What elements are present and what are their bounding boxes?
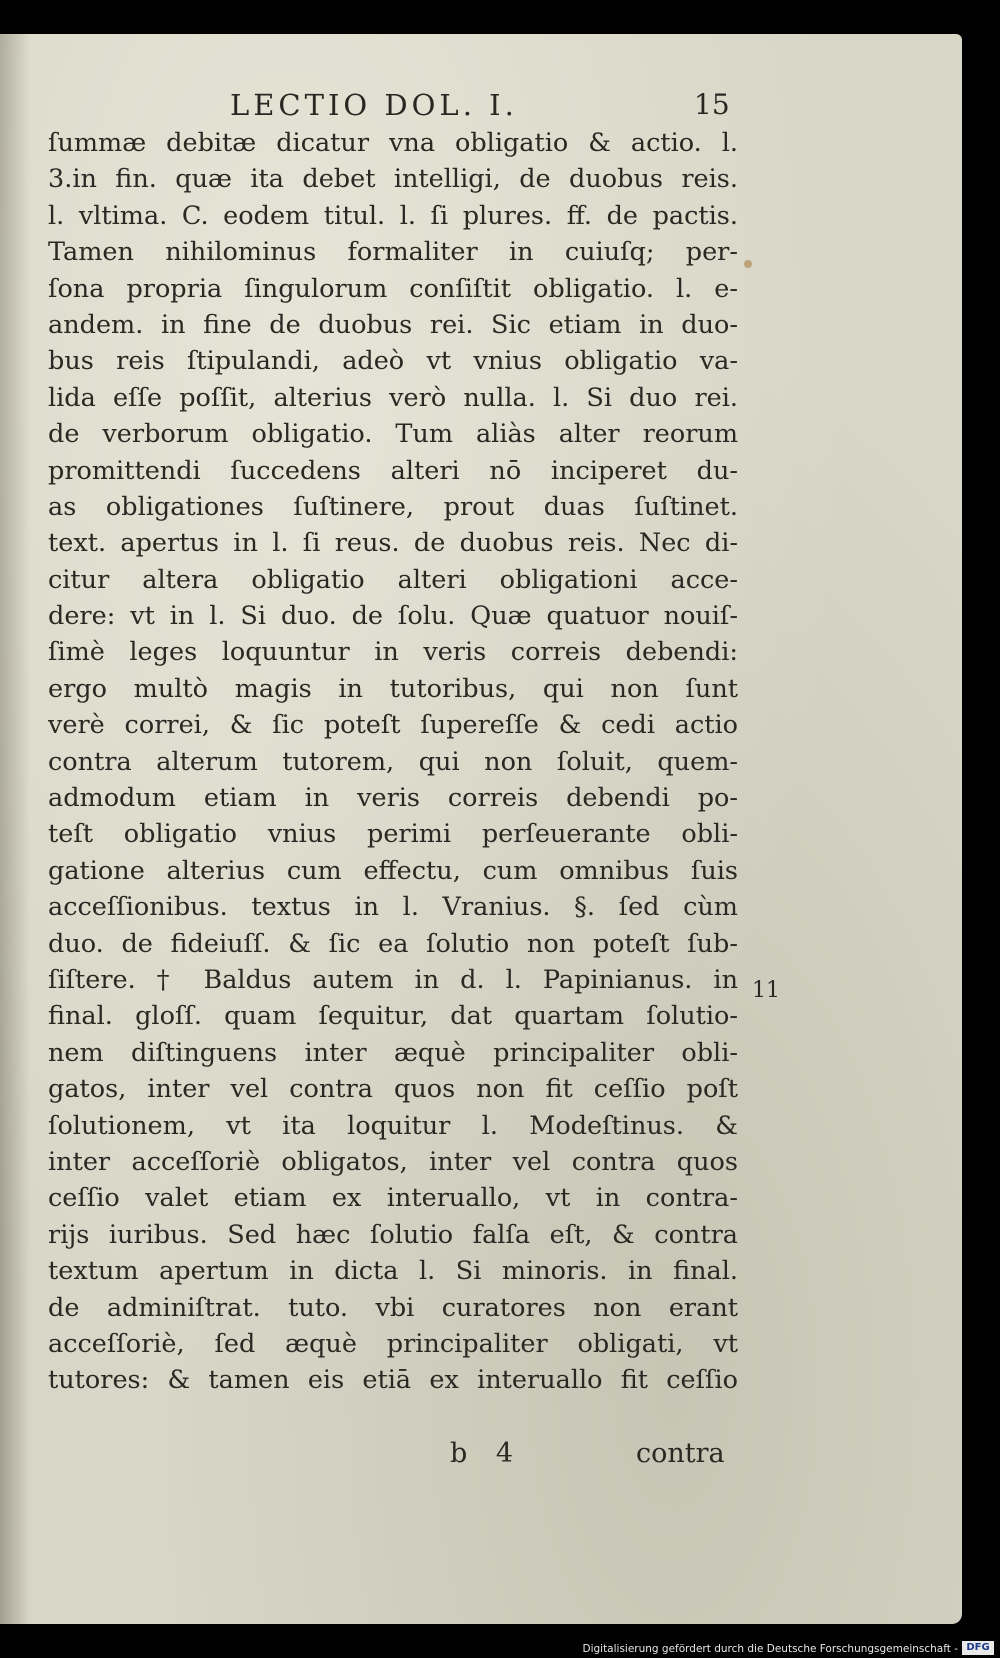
text-line: textum apertum in dicta l. Si minoris. in final. — [48, 1256, 738, 1287]
text-line: l. vltima. C. eodem titul. l. ſi plures. ff. de pactis. — [48, 200, 738, 231]
text-line: verè correi, & ſic poteſt ſupereſſe & cedi actio — [48, 710, 738, 741]
catchword: contra — [636, 1438, 725, 1469]
paper-stain — [744, 260, 752, 268]
text-line: contra alterum tutorem, qui non ſoluit, quem- — [48, 746, 738, 777]
text-line: ceſſio valet etiam ex interuallo, vt in contra- — [48, 1183, 738, 1214]
footer-bar — [0, 1636, 1000, 1658]
text-line: ſiſtere. † Baldus autem in d. l. Papinianus. in — [48, 964, 738, 995]
running-head: LECTIO DOL. I. — [230, 88, 518, 122]
text-line: andem. in fine de duobus rei. Sic etiam in duo- — [48, 309, 738, 340]
text-line: dere: vt in l. Si duo. de ſolu. Quæ quatuor nouiſ- — [48, 601, 738, 632]
text-line: citur altera obligatio alteri obligationi acce- — [48, 564, 738, 595]
text-line: gatos, inter vel contra quos non fit ceſſio poſt — [48, 1074, 738, 1105]
text-line: promittendi ſuccedens alteri nō inciperet du- — [48, 455, 738, 486]
page-number: 15 — [694, 88, 730, 121]
signature-mark: b 4 — [450, 1438, 524, 1469]
text-line: acceſſoriè, ſed æquè principaliter obligati, vt — [48, 1328, 738, 1359]
text-line: as obligationes ſuſtinere, prout duas ſuſtinet. — [48, 491, 738, 522]
text-line: nem diſtinguens inter æquè principaliter obli- — [48, 1037, 738, 1068]
text-line: duo. de fideiuſſ. & ſic ea ſolutio non poteſt ſub- — [48, 928, 738, 959]
text-line: de adminiſtrat. tuto. vbi curatores non erant — [48, 1292, 738, 1323]
text-line: ſimè leges loquuntur in veris correis debendi: — [48, 637, 738, 668]
text-line: text. apertus in l. ſi reus. de duobus reis. Nec di- — [48, 528, 738, 559]
marginal-note-number: 11 — [752, 978, 780, 1003]
text-line: ſona propria ſingulorum conſiſtit obligatio. l. e- — [48, 273, 738, 304]
text-line: rijs iuribus. Sed hæc ſolutio falſa eſt, & contra — [48, 1219, 738, 1250]
text-line: inter acceſſoriè obligatos, inter vel contra quos — [48, 1146, 738, 1177]
text-line: de verborum obligatio. Tum aliàs alter reorum — [48, 419, 738, 450]
text-line: tutores: & tamen eis etiā ex interuallo fit ceſſio — [48, 1365, 738, 1396]
body-text — [48, 125, 738, 1399]
text-line: lida eſſe poſſit, alterius verò nulla. l. Si duo rei. — [48, 382, 738, 413]
text-line: ergo multò magis in tutoribus, qui non ſunt — [48, 673, 738, 704]
dfg-logo: DFG — [962, 1641, 994, 1655]
text-line: acceſſionibus. textus in l. Vranius. §. ſed cùm — [48, 892, 738, 923]
text-line: ſolutionem, vt ita loquitur l. Modeſtinus. & — [48, 1110, 738, 1141]
text-line: bus reis ſtipulandi, adeò vt vnius obligatio va- — [48, 346, 738, 377]
funding-note: Digitalisierung gefördert durch die Deutsche Forschungsgemeinschaft - — [582, 1643, 958, 1655]
text-line: Tamen nihilominus formaliter in cuiuſq; per- — [48, 237, 738, 268]
book-page — [0, 34, 962, 1624]
text-line: admodum etiam in veris correis debendi po- — [48, 783, 738, 814]
text-line: final. gloſſ. quam ſequitur, dat quartam ſolutio- — [48, 1001, 738, 1032]
text-line: gatione alterius cum effectu, cum omnibus ſuis — [48, 855, 738, 886]
text-line: ſummæ debitæ dicatur vna obligatio & actio. l. — [48, 128, 738, 158]
text-line: 3.in fin. quæ ita debet intelligi, de duobus reis. — [48, 164, 738, 195]
text-line: teſt obligatio vnius perimi perſeuerante obli- — [48, 819, 738, 850]
